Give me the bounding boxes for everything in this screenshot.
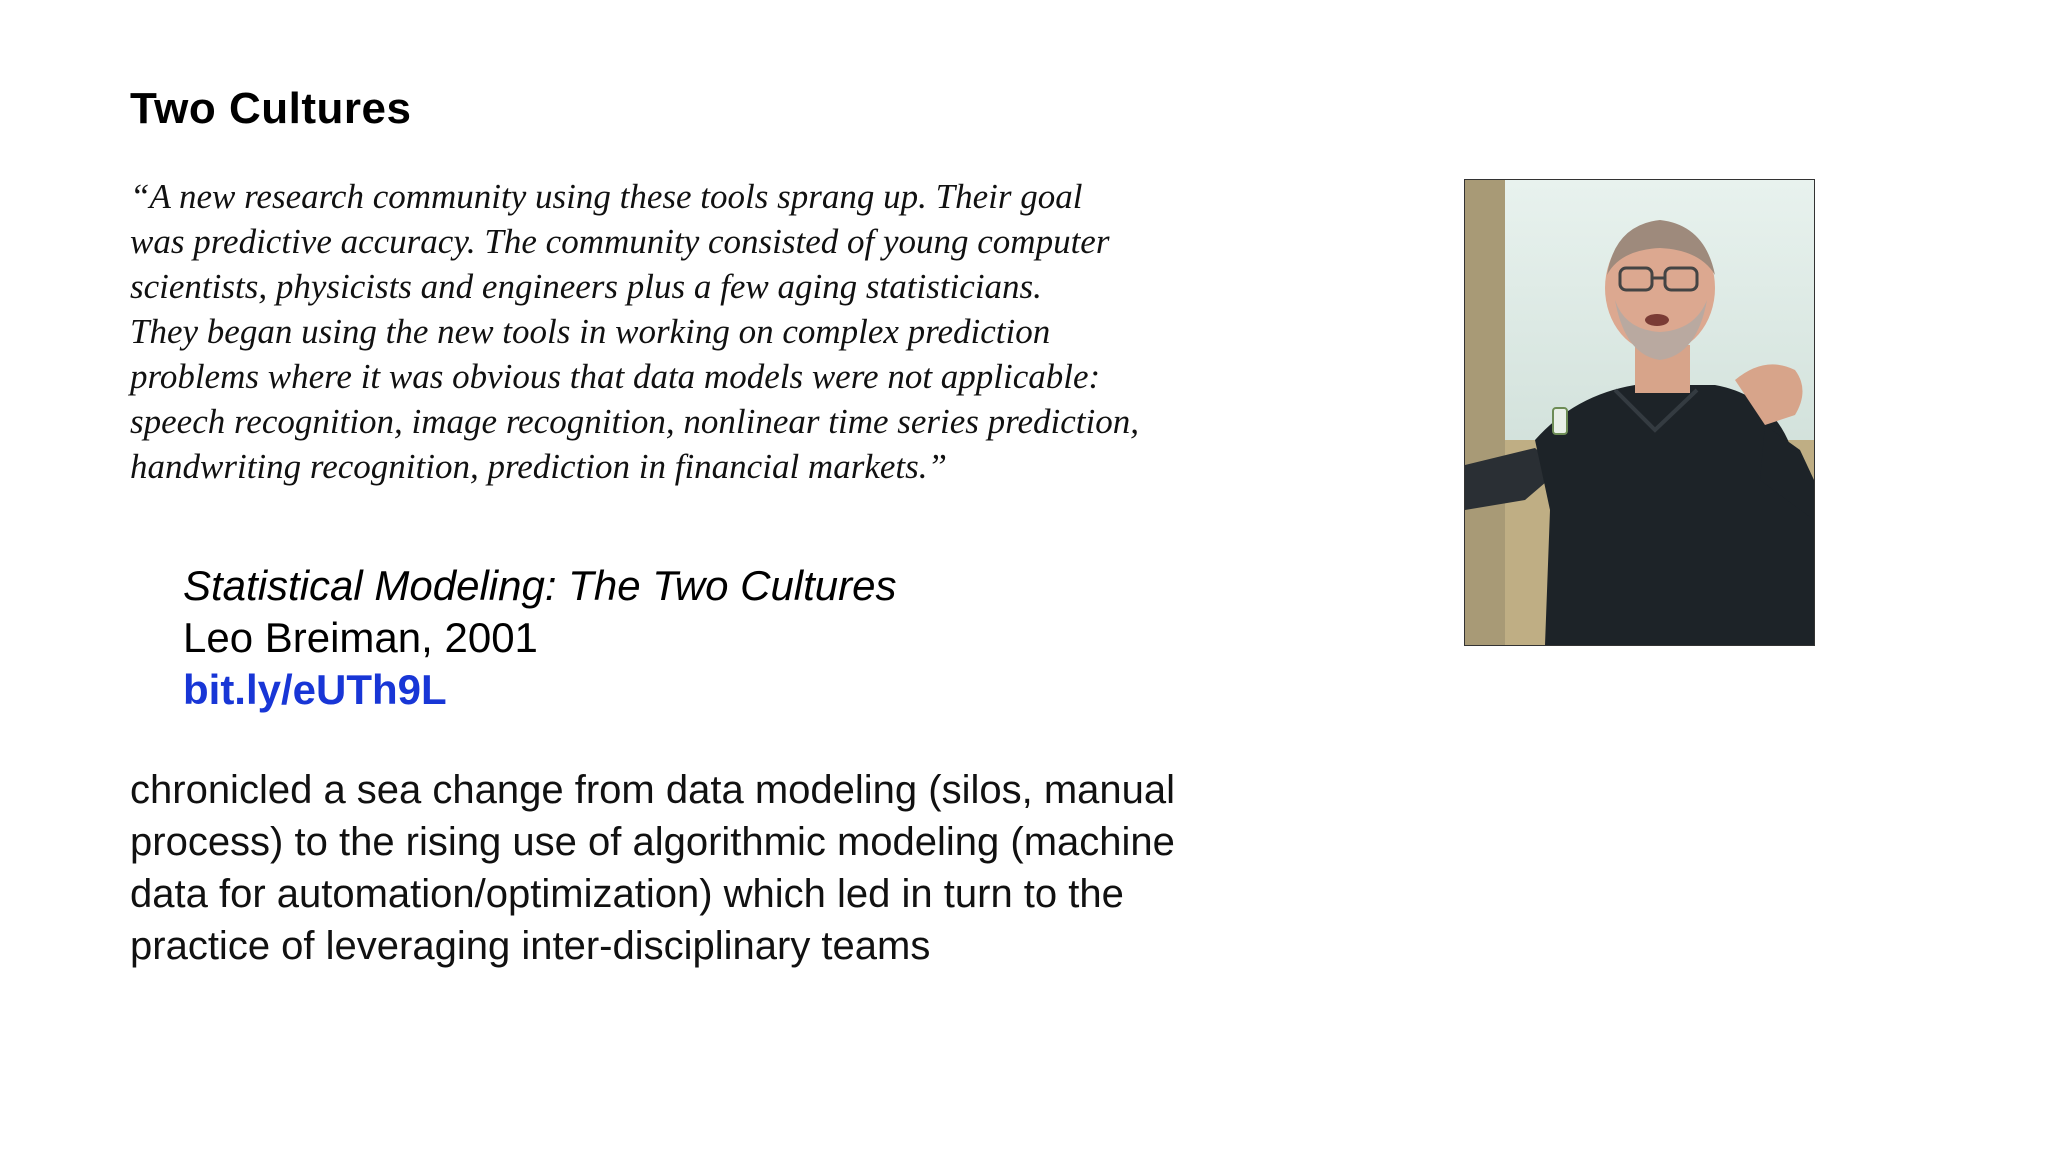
speaker-photo-image xyxy=(1465,180,1814,645)
breiman-quote xyxy=(130,174,1210,489)
summary-line: chronicled a sea change from data modeling (silos, manual xyxy=(130,768,1176,812)
quote-line: speech recognition, image recognition, nonlinear time series prediction, xyxy=(130,402,1139,441)
citation xyxy=(183,560,897,716)
quote-line: problems where it was obvious that data models were not applicable: xyxy=(130,357,1101,396)
quote-line: was predictive accuracy. The community consisted of young computer xyxy=(130,222,1110,261)
summary-line: process) to the rising use of algorithmic modeling (machine xyxy=(130,820,1175,864)
quote-line: “A new research community using these tools sprang up. Their goal xyxy=(130,177,1083,216)
summary-line: practice of leveraging inter-disciplinary teams xyxy=(130,924,931,968)
paper-title: Statistical Modeling: The Two Cultures xyxy=(183,562,897,609)
summary-line: data for automation/optimization) which led in turn to the xyxy=(130,872,1124,916)
slide-title: Two Cultures xyxy=(130,84,412,133)
quote-line: scientists, physicists and engineers plus a few aging statisticians. xyxy=(130,267,1042,306)
paper-author: Leo Breiman, 2001 xyxy=(183,614,538,661)
quote-line: They began using the new tools in working on complex prediction xyxy=(130,312,1051,351)
paper-link[interactable]: bit.ly/eUTh9L xyxy=(183,666,447,713)
speaker-photo xyxy=(1464,179,1815,646)
quote-line: handwriting recognition, prediction in financial markets.” xyxy=(130,447,947,486)
summary-text xyxy=(130,764,1280,972)
